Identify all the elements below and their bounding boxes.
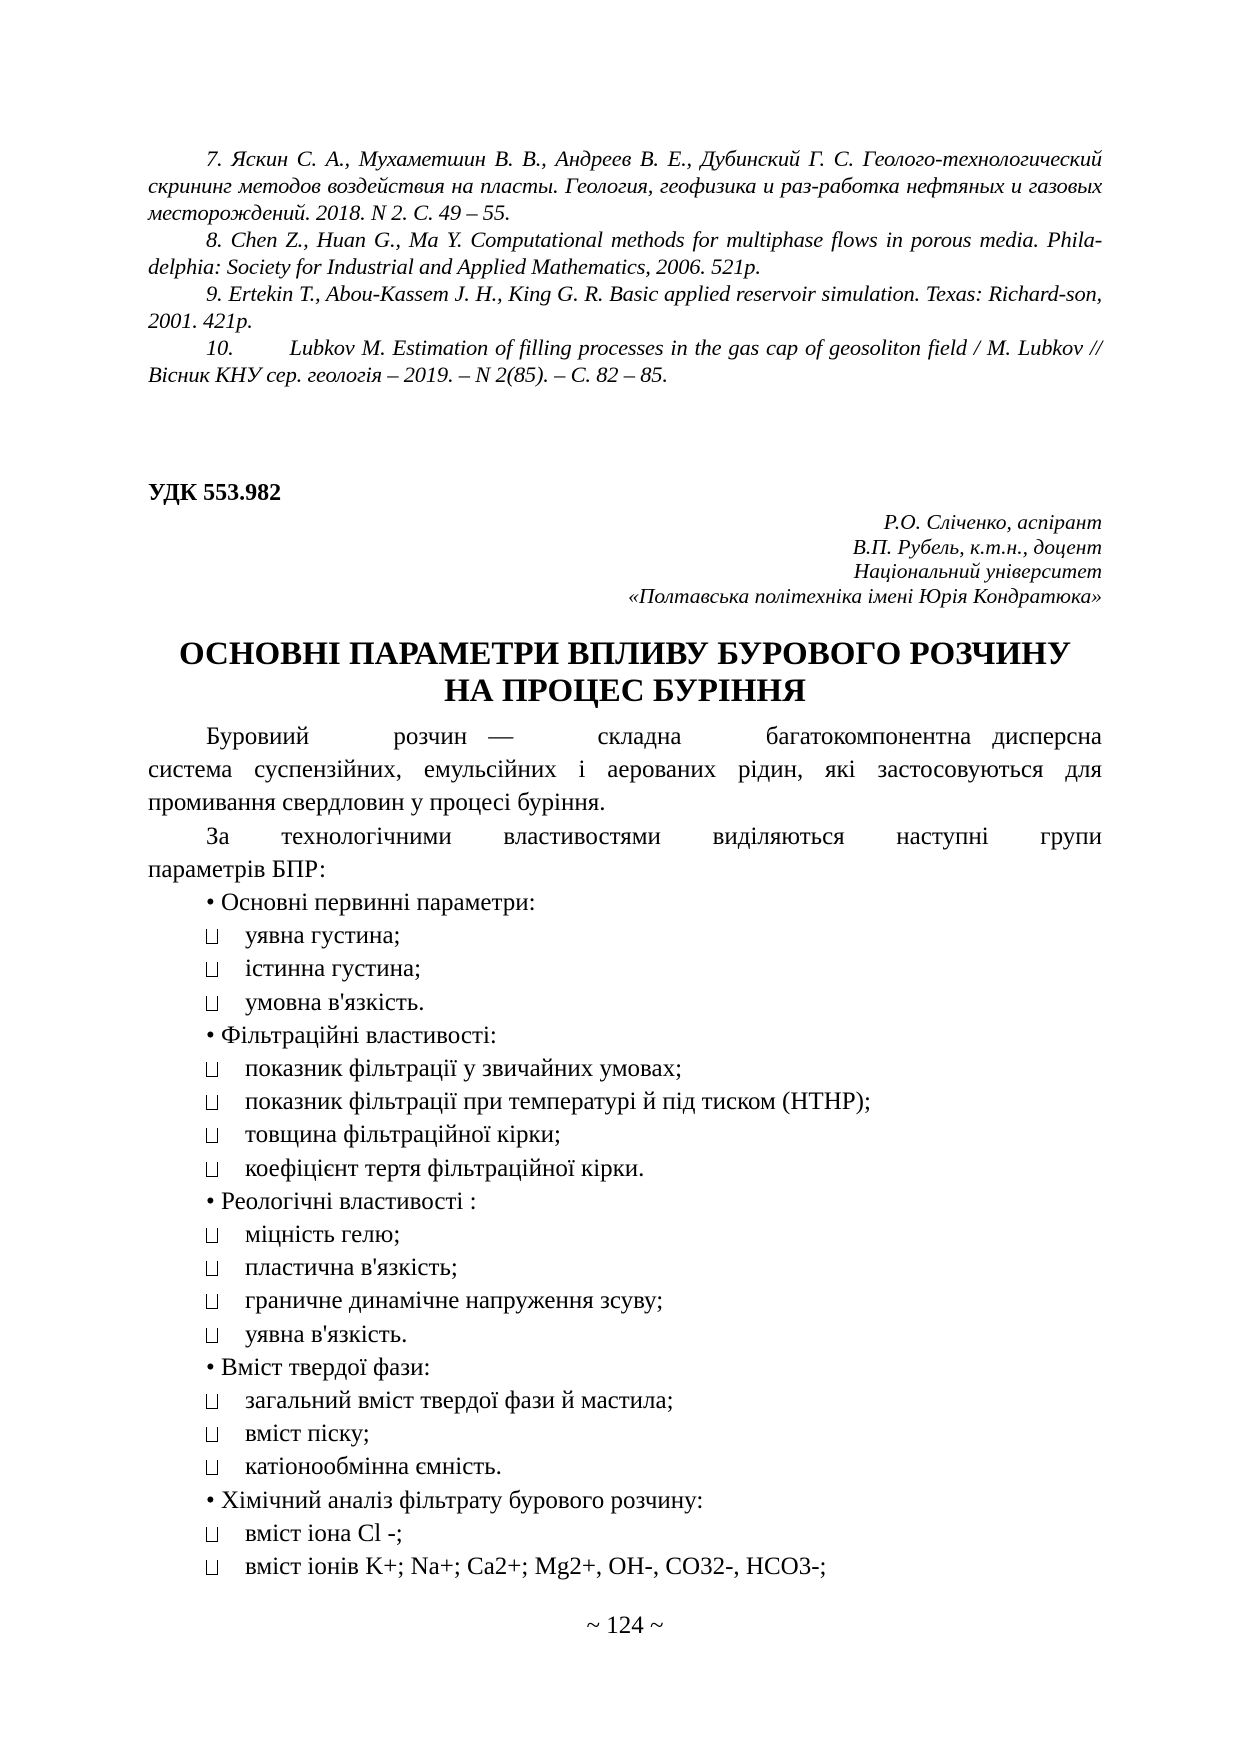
list-item	[206, 1118, 561, 1151]
list-item	[206, 1218, 400, 1251]
list-item-text: коефіцієнт тертя фільтраційної кірки.	[245, 1154, 645, 1182]
missing-glyph-box-icon	[206, 1128, 218, 1143]
missing-glyph-box-icon	[206, 1394, 218, 1409]
udk-code: УДК 553.982	[148, 480, 282, 506]
list-item-text: вміст піску;	[245, 1420, 370, 1448]
list-item	[206, 952, 421, 985]
reference-9	[148, 280, 1102, 334]
list-item	[206, 1052, 682, 1085]
page-number: ~ 124 ~	[586, 1612, 664, 1639]
group-heading: • Хімічний аналіз фільтрату бурового розчину:	[206, 1486, 704, 1514]
reference-text: Яскин С. А., Мухаметшин В. В., Андреев В. Е., Дубинский Г. С. Геолого-технологический скрининг методов воздействия на пласты. Геология, геофизика и раз-работка нефтяных и газовых месторождений. 2018. N 2. С. 49 – 55.	[148, 146, 1102, 225]
missing-glyph-box-icon	[206, 929, 218, 944]
affiliation-line-1: Національний університет	[853, 559, 1102, 583]
list-item-text: показник фільтрації при температурі й під тиском (HTHP);	[245, 1088, 871, 1116]
paragraph-text: система суспензійних, емульсійних і аерованих рідин, які застосовуються для промивання свердловин у процесі буріння.	[148, 756, 1102, 816]
list-item	[206, 1251, 458, 1284]
list-item-text: пластична в'язкість;	[245, 1254, 458, 1282]
list-item-text: товщина фільтраційної кірки;	[245, 1121, 561, 1149]
title-line-1: ОСНОВНІ ПАРАМЕТРИ ВПЛИВУ БУРОВОГО РОЗЧИНУ	[178, 636, 1072, 672]
reference-number: 7.	[206, 146, 223, 171]
list-item-text: умовна в'язкість.	[245, 988, 425, 1016]
list-item	[206, 1550, 826, 1583]
reference-10	[148, 334, 1102, 388]
reference-8	[148, 226, 1102, 280]
group-heading: • Реологічні властивості :	[206, 1187, 477, 1215]
title-line-2: НА ПРОЦЕС БУРІННЯ	[444, 673, 806, 709]
reference-text: Chen Z., Huan G., Ma Y. Computational methods for multiphase flows in porous media. Phila-delphia: Society for Industrial and Applied Mathematics, 2006. 521p.	[148, 227, 1102, 279]
missing-glyph-box-icon	[206, 1460, 218, 1475]
list-item-text: уявна густина;	[245, 922, 401, 950]
list-item-text: істинна густина;	[245, 955, 422, 983]
list-item	[206, 1318, 407, 1351]
list-item-text: граничне динамічне напруження зсуву;	[245, 1287, 664, 1315]
list-item-text: загальний вміст твердої фази й мастила;	[245, 1387, 674, 1414]
intro-paragraph-2	[148, 820, 1102, 886]
missing-glyph-box-icon	[206, 1527, 218, 1542]
missing-glyph-box-icon	[206, 1261, 218, 1276]
paragraph-line	[148, 820, 1102, 853]
reference-number: 10.	[206, 335, 234, 360]
missing-glyph-box-icon	[206, 1427, 218, 1442]
paragraph-text: За технологічними властивостями виділяються наступні групи	[206, 823, 1102, 850]
reference-7	[148, 145, 1102, 226]
affiliation-line-2: «Полтавська політехніка імені Юрія Кондратюка»	[628, 583, 1102, 608]
list-item	[206, 1384, 674, 1417]
missing-glyph-box-icon	[206, 1294, 218, 1309]
list-item-text: катіонообмінна ємність.	[245, 1453, 502, 1481]
authors-block	[628, 510, 1102, 608]
list-item	[206, 1085, 871, 1118]
group-heading: • Вміст твердої фази:	[206, 1353, 431, 1381]
missing-glyph-box-icon	[206, 1095, 218, 1110]
paragraph-text: Буровиий розчин — складна багатокомпонентна дисперсна	[206, 723, 1102, 750]
reference-number: 9.	[206, 281, 223, 306]
list-item	[206, 1284, 663, 1317]
group-heading: • Основні первинні параметри:	[206, 889, 536, 916]
paragraph-text: параметрів БПР:	[148, 856, 326, 883]
missing-glyph-box-icon	[206, 1560, 218, 1575]
list-item	[206, 919, 400, 952]
list-item-text: показник фільтрації у звичайних умовах;	[245, 1055, 683, 1082]
list-item	[206, 986, 424, 1019]
group-heading: • Фільтраційні властивості:	[206, 1021, 497, 1049]
reference-text: Lubkov M. Estimation of filling processes in the gas cap of geosoliton field / M. Lubkov // Вісник КНУ сер. геологія – 2019. – N 2(85). – С. 82 – 85.	[148, 335, 1102, 387]
reference-text: Ertekin T., Abou-Kassem J. H., King G. R. Basic applied reservoir simulation. Texas: Richard-son, 2001. 421p.	[148, 281, 1102, 333]
list-item	[206, 1517, 403, 1550]
missing-glyph-box-icon	[206, 1328, 218, 1343]
missing-glyph-box-icon	[206, 1228, 218, 1243]
intro-paragraph-1	[148, 720, 1102, 819]
list-item	[206, 1450, 502, 1483]
list-item-text: вміст іона Cl -;	[245, 1519, 403, 1547]
author-1: Р.О. Сліченко, аспірант	[883, 510, 1102, 534]
article-title	[148, 636, 1102, 710]
missing-glyph-box-icon	[206, 996, 218, 1011]
reference-number: 8.	[206, 227, 223, 252]
missing-glyph-box-icon	[206, 1162, 218, 1177]
missing-glyph-box-icon	[206, 1062, 218, 1077]
list-item	[206, 1152, 644, 1185]
list-item-text: уявна в'язкість.	[245, 1320, 408, 1348]
list-item	[206, 1417, 370, 1450]
paragraph-line	[148, 720, 1102, 753]
list-item-text: міцність гелю;	[245, 1221, 401, 1248]
missing-glyph-box-icon	[206, 962, 218, 977]
list-item-text: вміст іонів K+; Na+; Ca2+; Mg2+, OH-, CO32-, HCO3-;	[245, 1553, 827, 1580]
author-2: В.П. Рубель, к.т.н., доцент	[852, 534, 1102, 559]
